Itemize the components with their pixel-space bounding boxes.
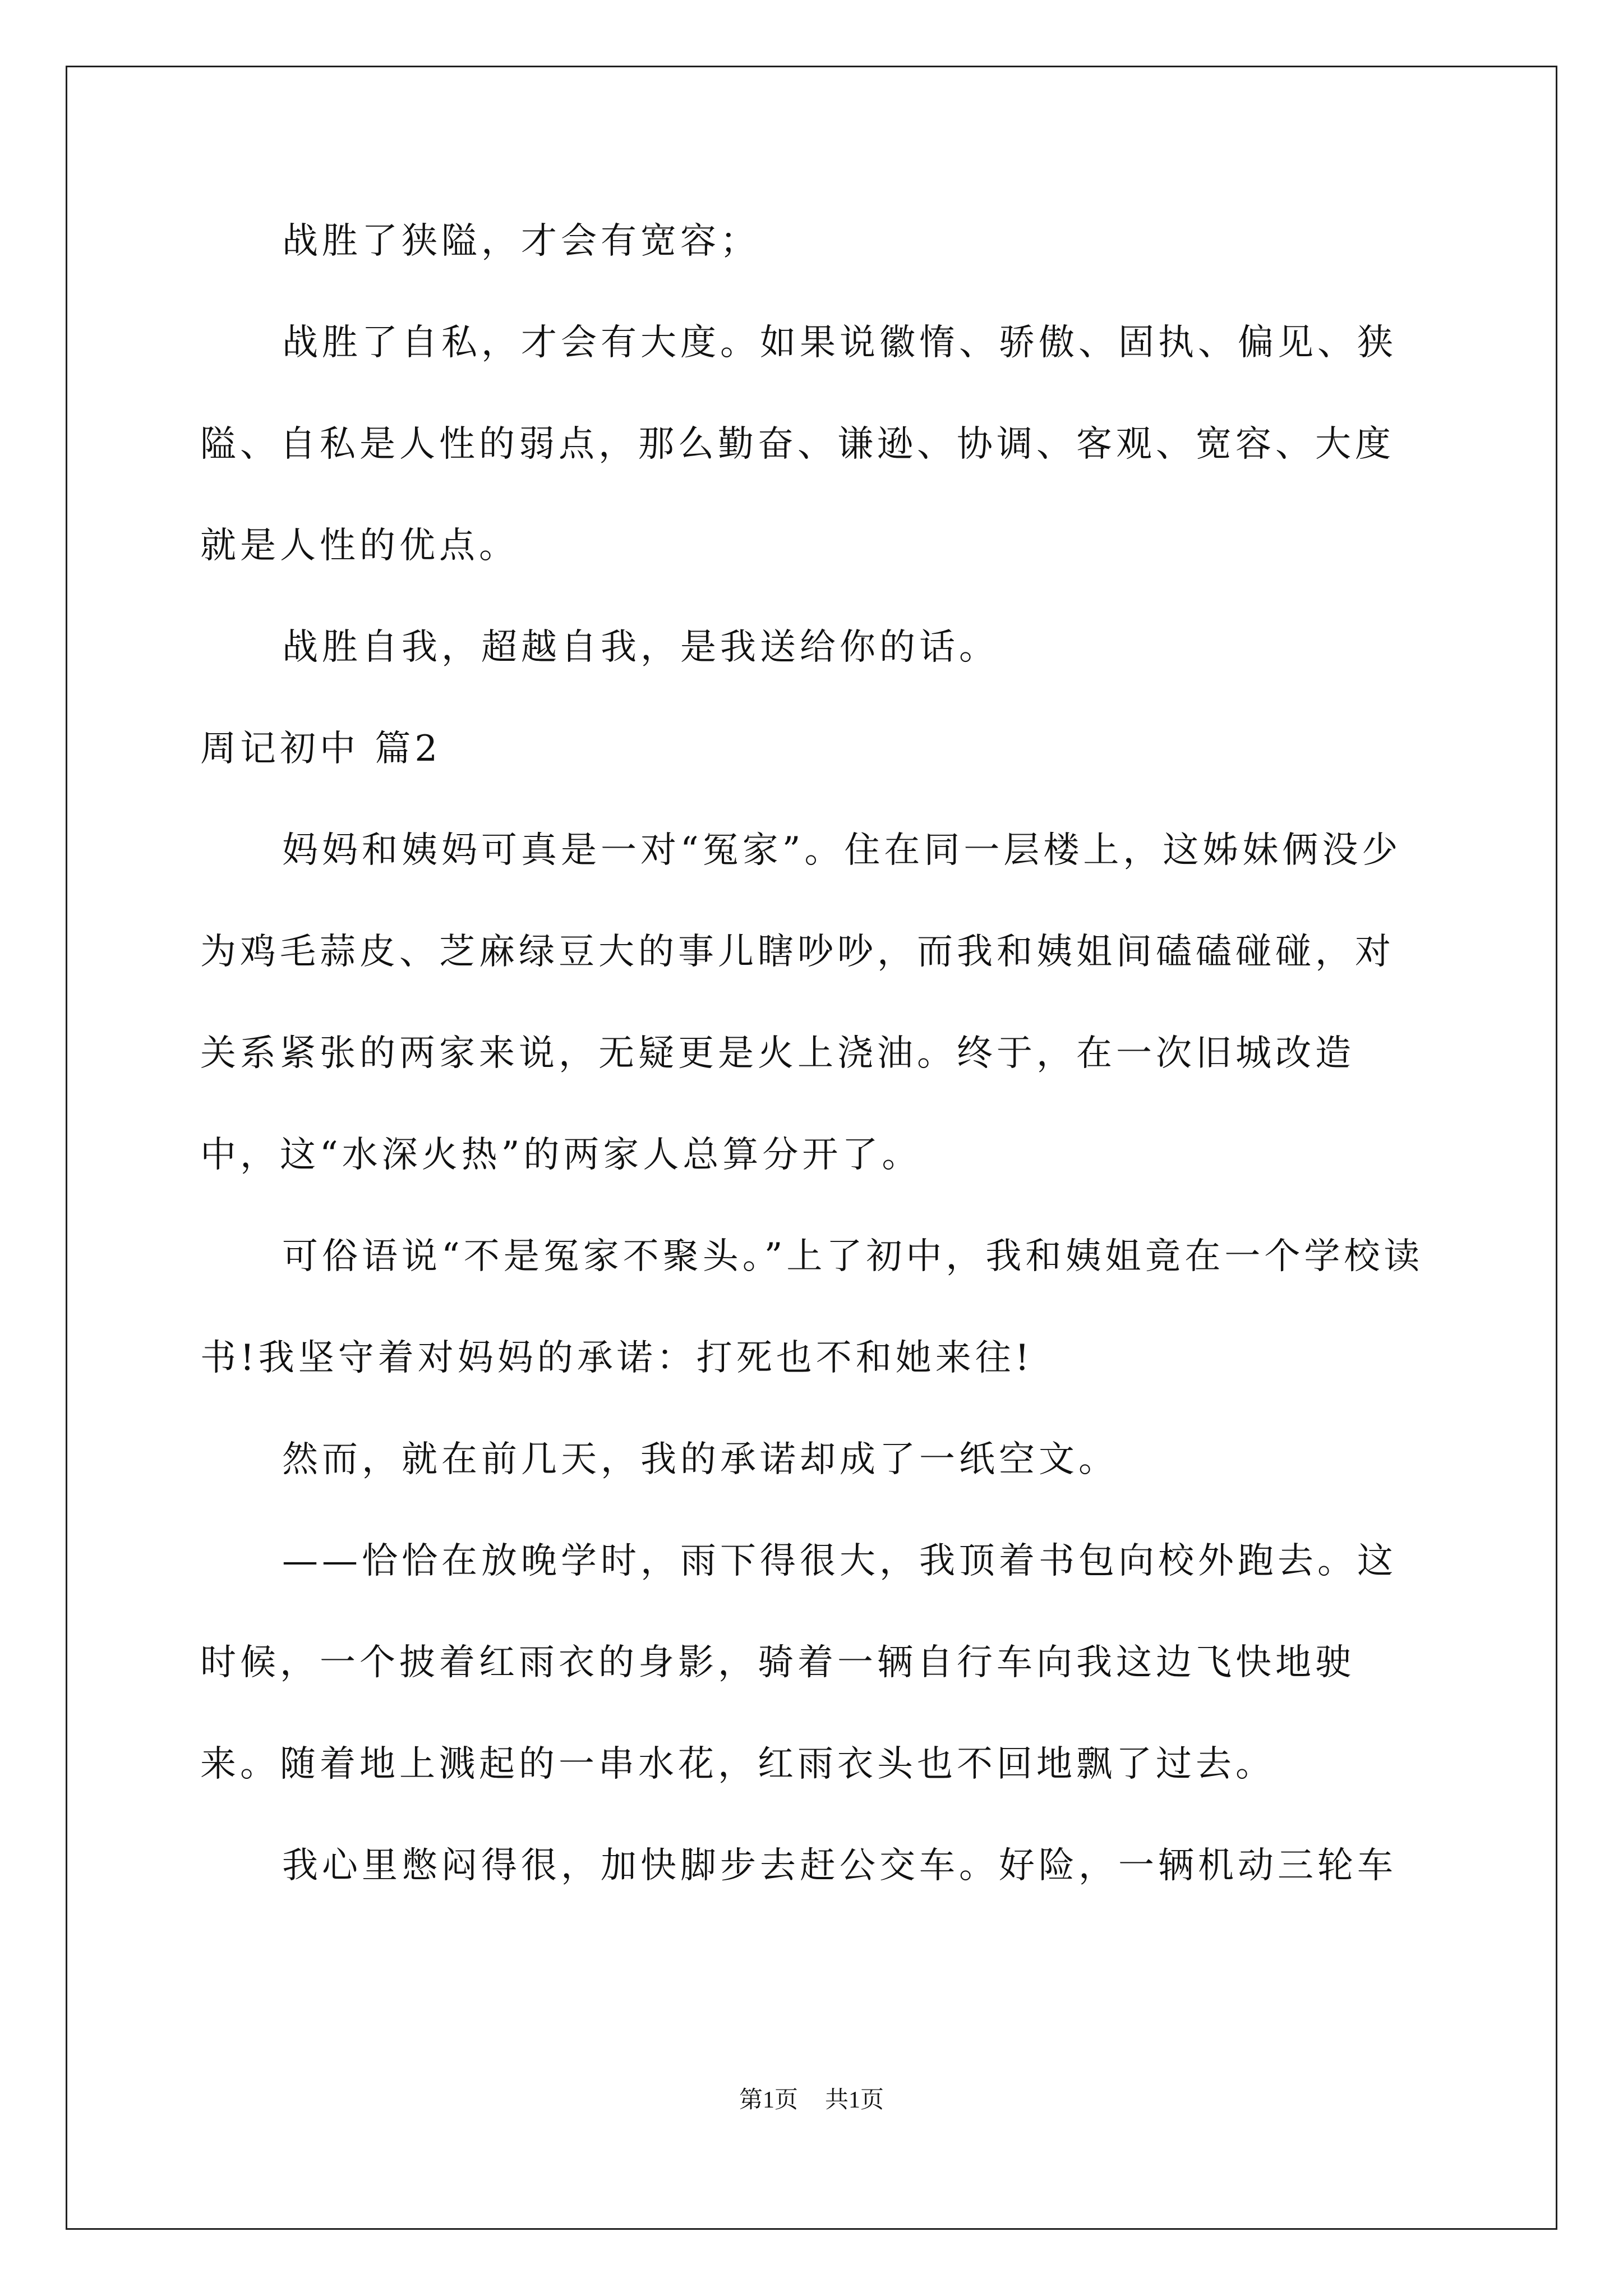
page-number: 第1页 [739,2087,798,2113]
page-total: 共1页 [825,2087,884,2113]
paragraph: 然而，就在前几天，我的承诺却成了一纸空文。 [282,1439,1118,1480]
section-heading: 周记初中 篇2 [200,728,442,770]
paragraph: 战胜了狭隘，才会有宽容； [282,220,760,262]
paragraph: 我心里憋闷得很，加快脚步去赶公交车。好险，一辆机动三轮车 [282,1845,1397,1887]
paragraph: 妈妈和姨妈可真是一对“冤家”。住在同一层楼上，这姊妹俩没少为鸡毛蒜皮、芝麻绿豆大的事儿瞎吵吵，而我和姨姐间磕磕碰碰，对关系紧张的两家来说，无疑更是火上浇油。终于，在一次旧城改造中，这“水深火热”的两家人总算分开了。 [200,830,1402,1176]
paragraph: 战胜自我，超越自我，是我送给你的话。 [282,627,999,668]
page-footer [0,2081,1623,2115]
paragraph: 可俗语说“不是冤家不聚头。”上了初中，我和姨姐竟在一个学校读书!我坚守着对妈妈的承诺：打死也不和她来往! [200,1236,1424,1379]
paragraph: ——恰恰在放晚学时，雨下得很大，我顶着书包向校外跑去。这时候，一个披着红雨衣的身影，骑着一辆自行车向我这边飞快地驶来。随着地上溅起的一串水花，红雨衣头也不回地飘了过去。 [200,1540,1397,1785]
paragraph: 战胜了自私，才会有大度。如果说徽惰、骄傲、固执、偏见、狭隘、自私是人性的弱点，那么勤奋、谦逊、协调、客观、宽容、大度就是人性的优点。 [200,322,1397,567]
document-body [200,191,1434,1917]
